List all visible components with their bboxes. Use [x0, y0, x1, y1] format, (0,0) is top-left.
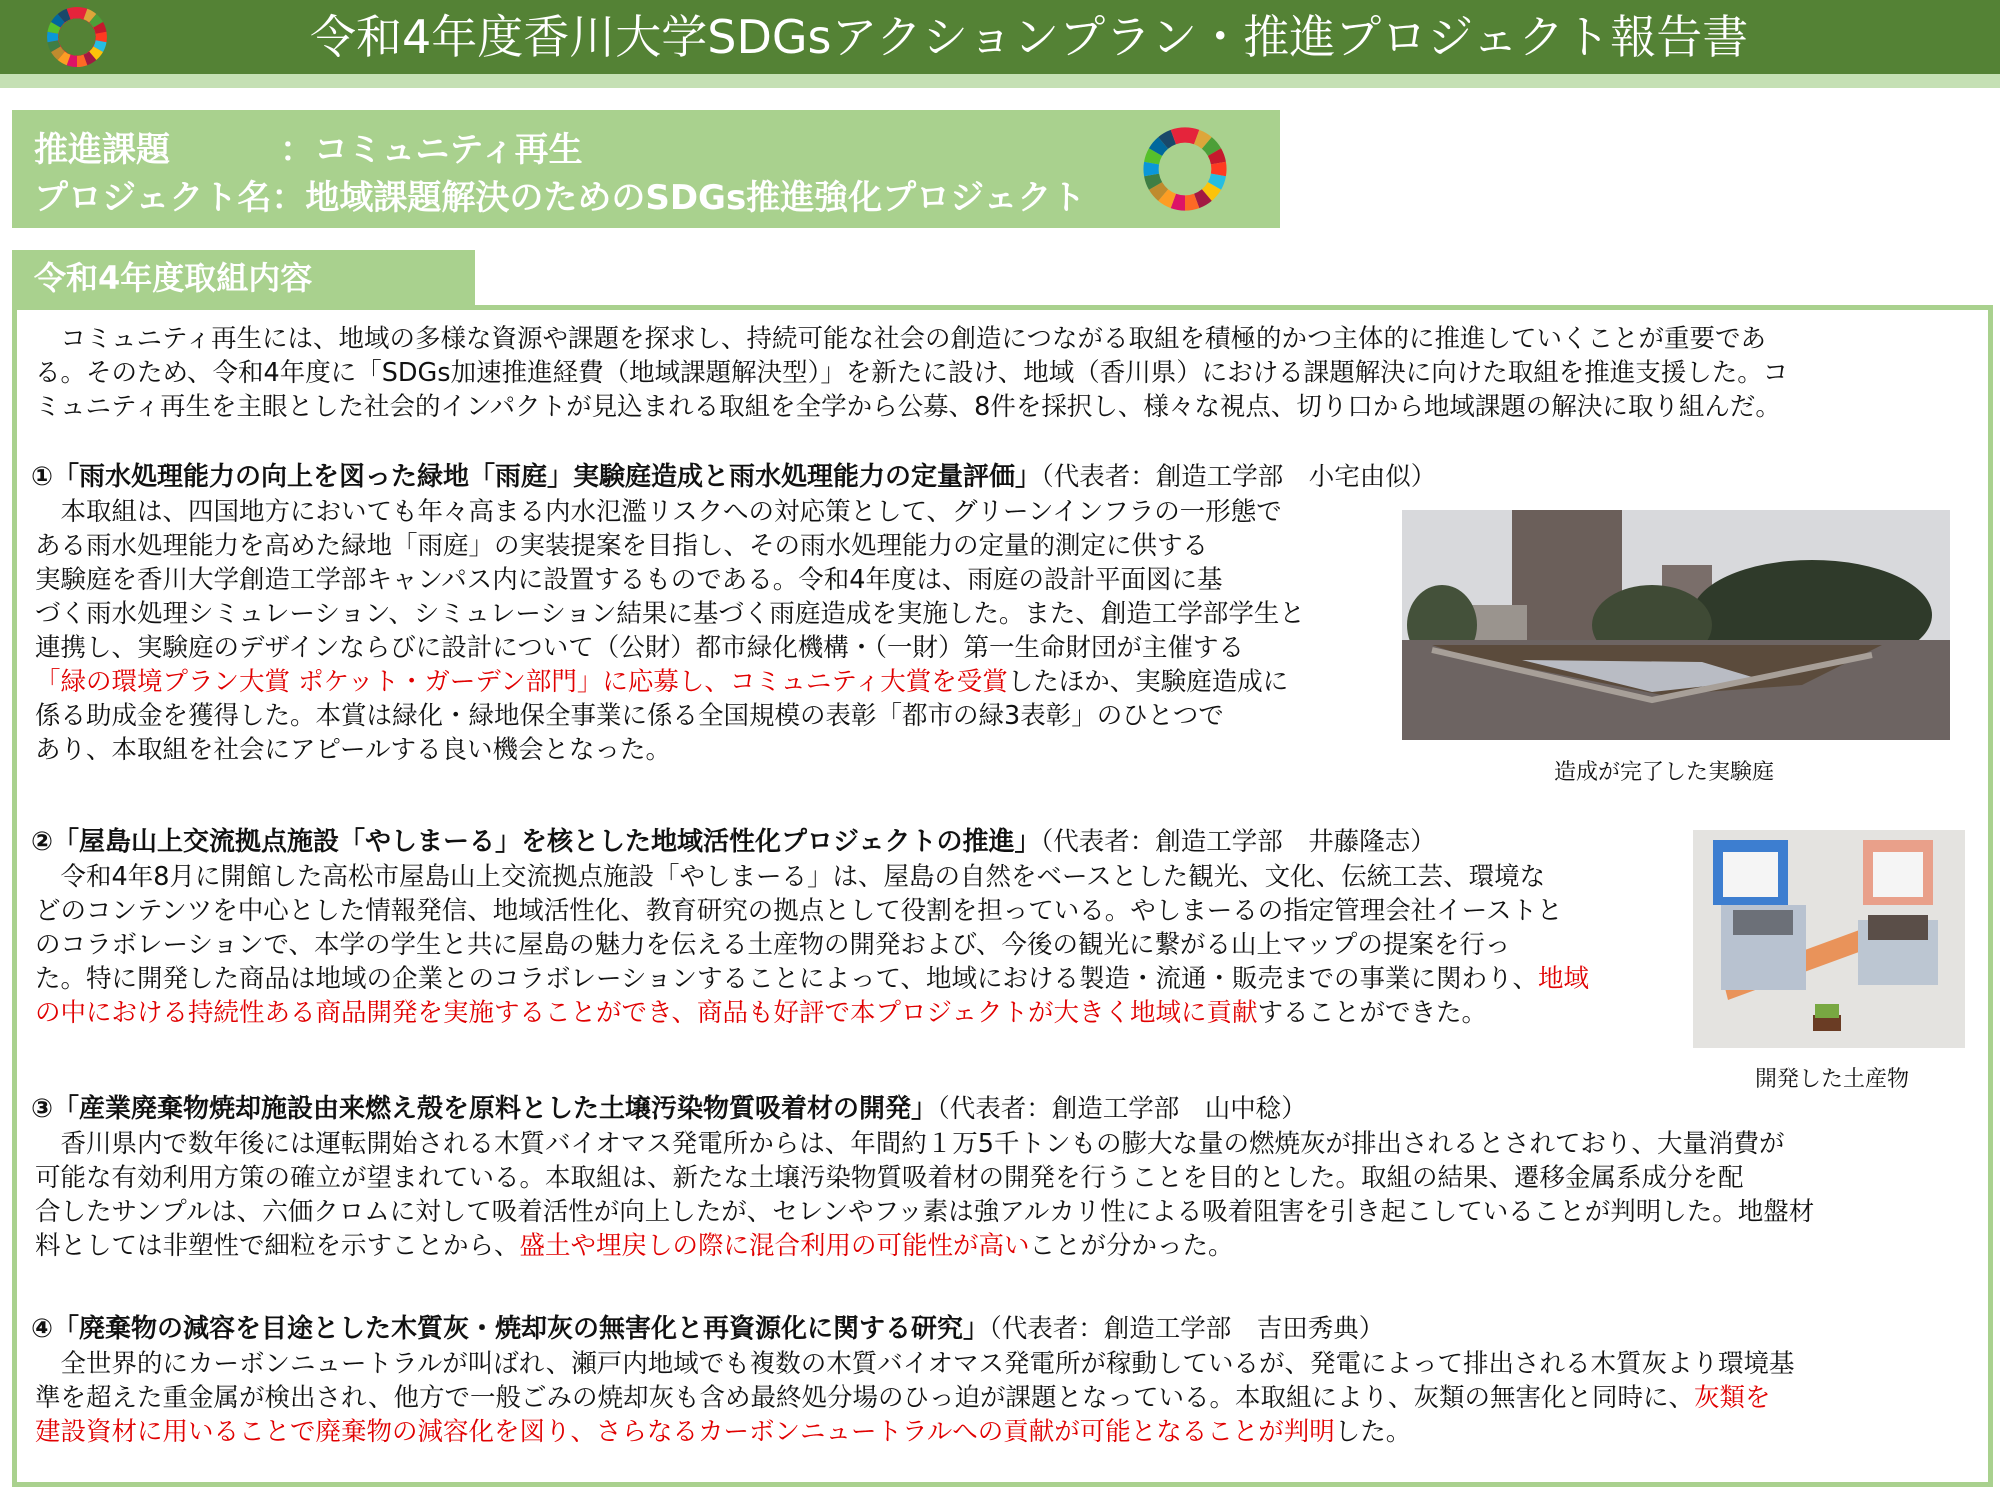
intro-line: コミュニティ再生には、地域の多様な資源や課題を探求し、持続可能な社会の創造につながる取組を積極的かつ主体的に推進していくことが重要であ: [35, 324, 1766, 354]
item-representative: （代表者：創造工学部 小宅由似）: [1041, 462, 1437, 492]
item-heading: [31, 825, 1436, 859]
highlight-text: 盛土や埋戻しの際に混合利用の可能性が高い: [519, 1231, 1030, 1261]
body-line: 係る助成金を獲得した。本賞は緑化・緑地保全事業に係る全国規模の表彰「都市の緑3表彰」のひとつで: [35, 701, 1224, 731]
body-line: 連携し、実験庭のデザインならびに設計について（公財）都市緑化機構・（一財）第一生命財団が主催する: [35, 633, 1244, 663]
body-line: の中における持続性ある商品開発を実施することができ、商品も好評で本プロジェクトが大きく地域に貢献することができた。: [35, 998, 1487, 1028]
body-line: 可能な有効利用方策の確立が望まれている。本取組は、新たな土壌汚染物質吸着材の開発を行うことを目的とした。取組の結果、遷移金属系成分を配: [35, 1163, 1744, 1193]
body-line: 「緑の環境プラン大賞 ポケット・ガーデン部門」に応募し、コミュニティ大賞を受賞したほか、実験庭造成に: [35, 667, 1289, 697]
highlight-text: 「緑の環境プラン大賞 ポケット・ガーデン部門」に応募し、コミュニティ大賞を受賞: [35, 667, 1008, 697]
section-tab: 令和4年度取組内容: [12, 250, 475, 307]
project-value: ：地域課題解決のためのSDGs推進強化プロジェクト: [271, 178, 1086, 218]
body-line: ある雨水処理能力を高めた緑地「雨庭」の実装提案を目指し、その雨水処理能力の定量的測定に供する: [35, 531, 1209, 561]
body-line: た。特に開発した商品は地域の企業とのコラボレーションすることによって、地域における製造・流通・販売までの事業に関わり、地域: [35, 964, 1589, 994]
project-info-box: [12, 110, 1280, 228]
item-heading: [31, 1092, 1307, 1126]
item-title: ①「雨水処理能力の向上を図った緑地「雨庭」実験庭造成と雨水処理能力の定量評価」: [31, 462, 1042, 492]
header-strip: [0, 74, 2000, 88]
highlight-text: の中における持続性ある商品開発を実施することができ、商品も好評で本プロジェクトが大きく地域に貢献: [35, 998, 1258, 1028]
item-representative: （代表者：創造工学部 井藤隆志）: [1040, 827, 1436, 857]
body-line: 実験庭を香川大学創造工学部キャンパス内に設置するものである。令和4年度は、雨庭の設計平面図に基: [35, 565, 1223, 595]
project-label: プロジェクト名: [34, 178, 272, 218]
header-bar: [0, 0, 2000, 74]
photo-caption: 開発した土産物: [1755, 1067, 1910, 1092]
photo-caption: 造成が完了した実験庭: [1554, 760, 1775, 785]
content-box: [12, 305, 1993, 1487]
garden-photo: [1402, 510, 1950, 740]
highlight-text: 灰類を: [1694, 1383, 1771, 1413]
body-line: のコラボレーションで、本学の学生と共に屋島の魅力を伝える土産物の開発および、今後の観光に繋がる山上マップの提案を行っ: [35, 930, 1511, 960]
body-line: 合したサンプルは、六価クロムに対して吸着活性が向上したが、セレンやフッ素は強アルカリ性による吸着阻害を引き起こしていることが判明した。地盤材: [35, 1197, 1815, 1227]
intro-line: ミュニティ再生を主眼とした社会的インパクトが見込まれる取組を全学から公募、8件を採択し、様々な視点、切り口から地域課題の解決に取り組んだ。: [35, 392, 1781, 422]
item-representative: （代表者：創造工学部 山中稔）: [937, 1094, 1307, 1124]
body-line: 全世界的にカーボンニュートラルが叫ばれ、瀬戸内地域でも複数の木質バイオマス発電所が稼動しているが、発電によって排出される木質灰より環境基: [35, 1349, 1795, 1379]
item-representative: （代表者：創造工学部 吉田秀典）: [989, 1314, 1385, 1344]
item-title: ③「産業廃棄物焼却施設由来燃え殻を原料とした土壌汚染物質吸着材の開発」: [31, 1094, 938, 1124]
project-line: [34, 170, 1086, 219]
body-line: 料としては非塑性で細粒を示すことから、盛土や埋戻しの際に混合利用の可能性が高いことが分かった。: [35, 1231, 1234, 1261]
body-line: 本取組は、四国地方においても年々高まる内水氾濫リスクへの対応策として、グリーンインフラの一形態で: [35, 497, 1282, 527]
sdg-wheel-icon: [46, 6, 108, 68]
theme-label: 推進課題: [34, 130, 170, 170]
item-heading: [31, 460, 1436, 494]
theme-line: [34, 122, 583, 171]
body-line: あり、本取組を社会にアピールする良い機会となった。: [35, 735, 671, 765]
sdg-wheel-icon: [1142, 126, 1228, 212]
page-title: 令和4年度香川大学SDGsアクションプラン・推進プロジェクト報告書: [310, 10, 1749, 64]
body-line: づく雨水処理シミュレーション、シミュレーション結果に基づく雨庭造成を実施した。また、創造工学部学生と: [35, 599, 1305, 629]
item-title: ②「屋島山上交流拠点施設「やしまーる」を核とした地域活性化プロジェクトの推進」: [31, 827, 1041, 857]
body-line: 建設資材に用いることで廃棄物の減容化を図り、さらなるカーボンニュートラルへの貢献が可能となることが判明した。: [35, 1417, 1412, 1447]
highlight-text: 地域: [1537, 964, 1589, 994]
intro-line: る。そのため、令和4年度に「SDGs加速推進経費（地域課題解決型）」を新たに設け、地域（香川県）における課題解決に向けた取組を推進支援した。コ: [35, 358, 1789, 388]
item-title: ④「廃棄物の減容を目途とした木質灰・焼却灰の無害化と再資源化に関する研究」: [31, 1314, 990, 1344]
item-heading: [31, 1312, 1384, 1346]
body-line: 準を超えた重金属が検出され、他方で一般ごみの焼却灰も含め最終処分場のひっ迫が課題となっている。本取組により、灰類の無害化と同時に、灰類を: [35, 1383, 1771, 1413]
highlight-text: 建設資材に用いることで廃棄物の減容化を図り、さらなるカーボンニュートラルへの貢献が可能となることが判明: [35, 1417, 1335, 1447]
souvenir-photo: [1693, 830, 1965, 1048]
body-line: 香川県内で数年後には運転開始される木質バイオマス発電所からは、年間約１万5千トンもの膨大な量の燃焼灰が排出されるとされており、大量消費が: [35, 1129, 1785, 1159]
theme-value: ：コミュニティ再生: [280, 130, 583, 170]
body-line: 令和4年8月に開館した高松市屋島山上交流拠点施設「やしまーる」は、屋島の自然をベースとした観光、文化、伝統工芸、環境な: [35, 862, 1546, 892]
body-line: どのコンテンツを中心とした情報発信、地域活性化、教育研究の拠点として役割を担っている。やしまーるの指定管理会社イーストと: [35, 896, 1563, 926]
